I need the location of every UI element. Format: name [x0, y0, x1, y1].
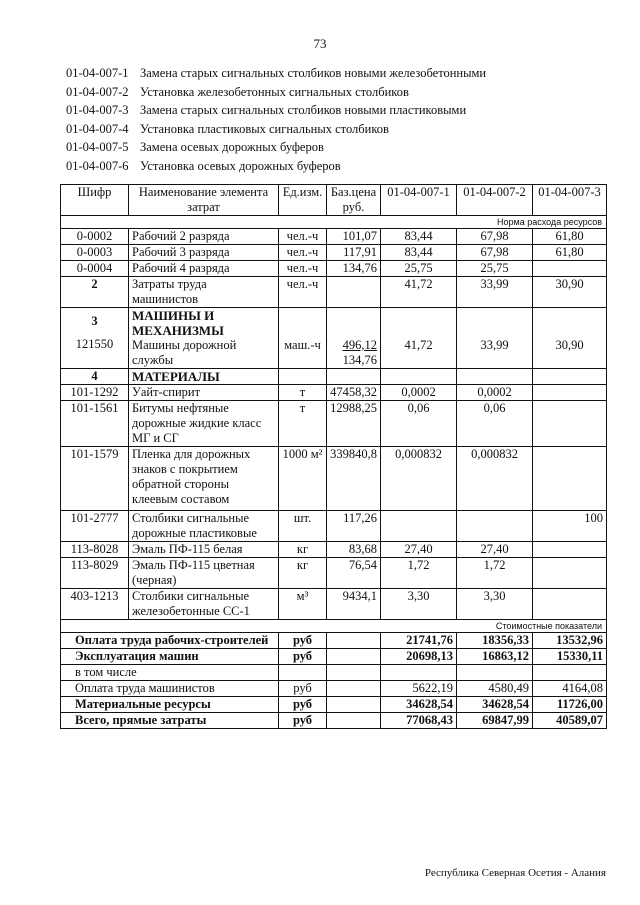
cell-c1: 41,72 — [381, 277, 457, 308]
cell-unit: т — [279, 401, 327, 447]
cell-price: 47458,32 — [327, 385, 381, 401]
cell-unit: маш.-ч — [279, 308, 327, 369]
cell-unit: чел.-ч — [279, 261, 327, 277]
cell-c3 — [533, 261, 607, 277]
band-row — [61, 216, 607, 229]
cell-c1: 3,30 — [381, 589, 457, 620]
cost-c3: 40589,07 — [533, 713, 607, 729]
cell-c1: 83,44 — [381, 229, 457, 245]
cost-c2 — [457, 665, 533, 681]
cell-price: 9434,1 — [327, 589, 381, 620]
code-list-code: 01-04-007-6 — [66, 158, 129, 173]
cost-name: Оплата труда машинистов — [61, 681, 279, 697]
cell-price: 76,54 — [327, 558, 381, 589]
cost-empty — [327, 633, 381, 649]
cell-name: Столбики сигнальные железобетонные СС-1 — [129, 589, 279, 620]
table-row — [61, 261, 607, 277]
cell-name: Рабочий 2 разряда — [129, 229, 279, 245]
cell-code: 0-0003 — [61, 245, 129, 261]
cell-c2: 0,0002 — [457, 385, 533, 401]
code-list-item — [66, 157, 486, 176]
header-c1: 01-04-007-1 — [381, 185, 457, 216]
code-list-text: Установка пластиковых сигнальных столбиков — [140, 121, 389, 136]
code-list-item — [66, 101, 486, 120]
cost-c3: 4164,08 — [533, 681, 607, 697]
code-list-item — [66, 120, 486, 139]
cost-name: Материальные ресурсы — [61, 697, 279, 713]
header-price: Баз.цена руб. — [327, 185, 381, 216]
table-row — [61, 229, 607, 245]
cost-empty — [327, 697, 381, 713]
cell-c2 — [457, 511, 533, 542]
cell-c1 — [381, 511, 457, 542]
cell-name: Уайт-спирит — [129, 385, 279, 401]
cost-c2: 18356,33 — [457, 633, 533, 649]
code-list-item — [66, 64, 486, 83]
table-header-row — [61, 185, 607, 216]
code-list-text: Замена осевых дорожных буферов — [140, 140, 324, 154]
cost-row — [61, 713, 607, 729]
cell-c2: 33,99 — [457, 308, 533, 369]
cell-code: 101-1579 — [61, 447, 129, 511]
cost-empty — [327, 681, 381, 697]
cost-empty — [327, 649, 381, 665]
code-list-code: 01-04-007-1 — [66, 66, 129, 80]
cell-c2: 3,30 — [457, 589, 533, 620]
cell-name: Рабочий 3 разряда — [129, 245, 279, 261]
cost-c3: 11726,00 — [533, 697, 607, 713]
cell-c2: 27,40 — [457, 542, 533, 558]
cell-unit: т — [279, 385, 327, 401]
cell-c3 — [533, 401, 607, 447]
cell-unit: чел.-ч — [279, 245, 327, 261]
cell-unit: кг — [279, 558, 327, 589]
table-row — [61, 385, 607, 401]
cell-code: 4 — [61, 369, 129, 385]
page-number: 73 — [313, 36, 327, 51]
cell-c1: 0,06 — [381, 401, 457, 447]
code-list-code: 01-04-007-5 — [66, 140, 129, 154]
cell-price — [327, 277, 381, 308]
cost-unit: руб — [279, 681, 327, 697]
cell-c3 — [533, 447, 607, 511]
cell-unit: чел.-ч — [279, 229, 327, 245]
cell-c2: 25,75 — [457, 261, 533, 277]
cost-c1: 21741,76 — [381, 633, 457, 649]
table-row — [61, 401, 607, 447]
cost-name: Эксплуатация машин — [61, 649, 279, 665]
cell-price: 496,12 134,76 — [327, 308, 381, 369]
cell-code: 101-1292 — [61, 385, 129, 401]
cost-c2: 4580,49 — [457, 681, 533, 697]
code-list — [66, 64, 486, 175]
table-row — [61, 447, 607, 511]
cell-c2: 67,98 — [457, 245, 533, 261]
code-list-text: Установка осевых дорожных буферов — [140, 158, 341, 173]
code-list-code: 01-04-007-4 — [66, 121, 129, 136]
cell-price: 117,91 — [327, 245, 381, 261]
cell-price: 117,26 — [327, 511, 381, 542]
cell-price: 101,07 — [327, 229, 381, 245]
cell-code: 0-0004 — [61, 261, 129, 277]
cell-code: 2 — [61, 277, 129, 308]
cell-name: Столбики сигнальные дорожные пластиковые — [129, 511, 279, 542]
cost-name: Всего, прямые затраты — [61, 713, 279, 729]
cost-c3 — [533, 665, 607, 681]
cell-code: 113-8028 — [61, 542, 129, 558]
cost-row — [61, 697, 607, 713]
cost-empty — [327, 665, 381, 681]
band-row — [61, 620, 607, 633]
table-row — [61, 277, 607, 308]
cell-empty — [279, 369, 327, 385]
cell-c1: 25,75 — [381, 261, 457, 277]
code-list-code: 01-04-007-2 — [66, 84, 129, 99]
cell-price: 83,68 — [327, 542, 381, 558]
cost-c2: 69847,99 — [457, 713, 533, 729]
cost-unit: руб — [279, 649, 327, 665]
cell-code: 101-1561 — [61, 401, 129, 447]
cell-c3 — [533, 385, 607, 401]
code-list-code: 01-04-007-3 — [66, 103, 129, 117]
cell-c3: 61,80 — [533, 229, 607, 245]
cell-empty — [533, 369, 607, 385]
cell-c3 — [533, 558, 607, 589]
cost-c1 — [381, 665, 457, 681]
cell-c3: 100 — [533, 511, 607, 542]
cell-name: МАТЕРИАЛЫ — [129, 369, 279, 385]
table-row — [61, 245, 607, 261]
cell-c1: 0,000832 — [381, 447, 457, 511]
header-code: Шифр — [61, 185, 129, 216]
cell-c1: 1,72 — [381, 558, 457, 589]
header-c2: 01-04-007-2 — [457, 185, 533, 216]
cell-c3 — [533, 589, 607, 620]
cell-price: 339840,8 — [327, 447, 381, 511]
header-unit: Ед.изм. — [279, 185, 327, 216]
cell-code: 403-1213 — [61, 589, 129, 620]
cell-c3: 61,80 — [533, 245, 607, 261]
cost-c1: 20698,13 — [381, 649, 457, 665]
cell-c1: 83,44 — [381, 245, 457, 261]
cell-c3: 30,90 — [533, 277, 607, 308]
table-row — [61, 542, 607, 558]
cell-name: Затраты труда машинистов — [129, 277, 279, 308]
cell-c2: 1,72 — [457, 558, 533, 589]
cell-name: Битумы нефтяные дорожные жидкие класс МГ и СГ — [129, 401, 279, 447]
cost-row — [61, 633, 607, 649]
cost-c3: 13532,96 — [533, 633, 607, 649]
cell-c3 — [533, 542, 607, 558]
cell-code: 0-0002 — [61, 229, 129, 245]
cell-name: Рабочий 4 разряда — [129, 261, 279, 277]
cell-unit: кг — [279, 542, 327, 558]
cell-empty — [381, 369, 457, 385]
footer-region: Республика Северная Осетия - Алания — [424, 867, 606, 879]
cost-unit: руб — [279, 713, 327, 729]
table-row — [61, 558, 607, 589]
cost-c2: 34628,54 — [457, 697, 533, 713]
cell-c3: 30,90 — [533, 308, 607, 369]
code-list-item — [66, 83, 486, 102]
cell-price: 12988,25 — [327, 401, 381, 447]
cost-unit: руб — [279, 633, 327, 649]
cell-name: МАШИНЫ И МЕХАНИЗМЫ Машины дорожной службы — [129, 308, 279, 369]
cell-unit: шт. — [279, 511, 327, 542]
cell-code: 3 121550 — [61, 308, 129, 369]
cell-name: Пленка для дорожных знаков с покрытием обратной стороны клеевым составом — [129, 447, 279, 511]
cost-c1: 5622,19 — [381, 681, 457, 697]
cell-name: Эмаль ПФ-115 белая — [129, 542, 279, 558]
table-row — [61, 511, 607, 542]
cell-c1: 27,40 — [381, 542, 457, 558]
cost-name: в том числе — [61, 665, 279, 681]
cell-code: 101-2777 — [61, 511, 129, 542]
cell-name: Эмаль ПФ-115 цветная (черная) — [129, 558, 279, 589]
cost-empty — [327, 713, 381, 729]
header-c3: 01-04-007-3 — [533, 185, 607, 216]
cell-c2: 0,000832 — [457, 447, 533, 511]
cost-row — [61, 649, 607, 665]
code-list-text: Замена старых сигнальных столбиков новыми пластиковыми — [140, 103, 467, 117]
cost-unit: руб — [279, 697, 327, 713]
code-list-text: Установка железобетонных сигнальных столбиков — [140, 84, 409, 99]
resource-table — [60, 184, 607, 729]
cell-c2: 67,98 — [457, 229, 533, 245]
cost-c3: 15330,11 — [533, 649, 607, 665]
cell-c1: 41,72 — [381, 308, 457, 369]
cell-code: 113-8029 — [61, 558, 129, 589]
cost-c1: 34628,54 — [381, 697, 457, 713]
cost-row — [61, 665, 607, 681]
cell-c1: 0,0002 — [381, 385, 457, 401]
cost-name: Оплата труда рабочих-строителей — [61, 633, 279, 649]
code-list-item — [66, 138, 486, 157]
cost-c2: 16863,12 — [457, 649, 533, 665]
table-row — [61, 308, 607, 369]
table-row — [61, 369, 607, 385]
cell-c2: 0,06 — [457, 401, 533, 447]
header-name: Наименование элемента затрат — [129, 185, 279, 216]
cell-empty — [457, 369, 533, 385]
cell-unit: 1000 м² — [279, 447, 327, 511]
cost-row — [61, 681, 607, 697]
band-label: Норма расхода ресурсов — [61, 216, 607, 229]
cell-unit: м³ — [279, 589, 327, 620]
band-label: Стоимостные показатели — [61, 620, 607, 633]
code-list-text: Замена старых сигнальных столбиков новыми железобетонными — [140, 66, 487, 80]
table-row — [61, 589, 607, 620]
cell-unit: чел.-ч — [279, 277, 327, 308]
cell-price: 134,76 — [327, 261, 381, 277]
cost-unit — [279, 665, 327, 681]
cell-c2: 33,99 — [457, 277, 533, 308]
cell-empty — [327, 369, 381, 385]
cost-c1: 77068,43 — [381, 713, 457, 729]
